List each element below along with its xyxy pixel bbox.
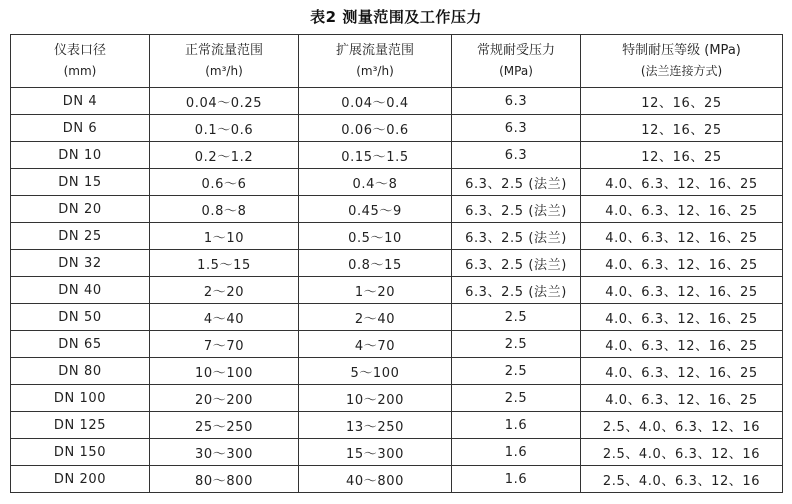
header-extended-flow (299, 35, 452, 88)
header-pressure (452, 35, 581, 88)
cell-special-pressure: 4.0、6.3、12、16、25 (581, 196, 783, 223)
cell-special-pressure: 2.5、4.0、6.3、12、16 (581, 439, 783, 466)
table-row (11, 385, 783, 412)
cell-bore: DN 65 (11, 331, 150, 358)
cell-extended-flow: 10～200 (299, 385, 452, 412)
cell-bore: DN 200 (11, 466, 150, 493)
cell-bore: DN 32 (11, 250, 150, 277)
header-normal-flow (150, 35, 299, 88)
table-title: 表2 测量范围及工作压力 (310, 8, 482, 26)
cell-special-pressure: 12、16、25 (581, 142, 783, 169)
table-row (11, 358, 783, 385)
cell-normal-flow: 4～40 (150, 304, 299, 331)
cell-special-pressure: 4.0、6.3、12、16、25 (581, 250, 783, 277)
table-row (11, 250, 783, 277)
cell-extended-flow: 40～800 (299, 466, 452, 493)
cell-special-pressure: 4.0、6.3、12、16、25 (581, 358, 783, 385)
cell-special-pressure: 4.0、6.3、12、16、25 (581, 385, 783, 412)
header-bore-unit: (mm) (63, 64, 97, 78)
header-extended-flow-label: 扩展流量范围 (335, 43, 414, 58)
header-bore (11, 35, 150, 88)
cell-special-pressure: 4.0、6.3、12、16、25 (581, 304, 783, 331)
cell-bore: DN 125 (11, 412, 150, 439)
table-row (11, 439, 783, 466)
header-extended-flow-unit: (m³/h) (356, 64, 394, 78)
table-row (11, 331, 783, 358)
cell-normal-flow: 2～20 (150, 277, 299, 304)
cell-pressure: 6.3、2.5 (法兰) (452, 277, 581, 304)
cell-pressure: 6.3 (452, 115, 581, 142)
cell-normal-flow: 20～200 (150, 385, 299, 412)
cell-pressure: 6.3、2.5 (法兰) (452, 196, 581, 223)
cell-extended-flow: 0.45～9 (299, 196, 452, 223)
cell-pressure: 2.5 (452, 304, 581, 331)
cell-special-pressure: 12、16、25 (581, 115, 783, 142)
cell-pressure: 6.3、2.5 (法兰) (452, 250, 581, 277)
header-normal-flow-label: 正常流量范围 (184, 43, 263, 58)
header-row (11, 35, 783, 88)
cell-extended-flow: 13～250 (299, 412, 452, 439)
cell-special-pressure: 2.5、4.0、6.3、12、16 (581, 466, 783, 493)
spec-table (10, 34, 783, 493)
cell-extended-flow: 4～70 (299, 331, 452, 358)
table-row (11, 196, 783, 223)
header-special-pressure-unit: (法兰连接方式) (640, 64, 723, 78)
cell-bore: DN 80 (11, 358, 150, 385)
cell-normal-flow: 0.2～1.2 (150, 142, 299, 169)
cell-special-pressure: 4.0、6.3、12、16、25 (581, 223, 783, 250)
cell-extended-flow: 0.5～10 (299, 223, 452, 250)
cell-bore: DN 40 (11, 277, 150, 304)
table-row (11, 412, 783, 439)
cell-normal-flow: 80～800 (150, 466, 299, 493)
cell-bore: DN 150 (11, 439, 150, 466)
header-pressure-unit: (MPa) (499, 64, 533, 78)
header-special-pressure (581, 35, 783, 88)
header-special-pressure-label: 特制耐压等级 (MPa) (622, 43, 741, 58)
cell-pressure: 1.6 (452, 466, 581, 493)
cell-pressure: 1.6 (452, 439, 581, 466)
cell-bore: DN 6 (11, 115, 150, 142)
table-row (11, 466, 783, 493)
table-row (11, 304, 783, 331)
cell-pressure: 2.5 (452, 358, 581, 385)
cell-bore: DN 10 (11, 142, 150, 169)
header-normal-flow-unit: (m³/h) (205, 64, 243, 78)
cell-special-pressure: 4.0、6.3、12、16、25 (581, 277, 783, 304)
cell-normal-flow: 7～70 (150, 331, 299, 358)
cell-extended-flow: 2～40 (299, 304, 452, 331)
cell-pressure: 2.5 (452, 385, 581, 412)
cell-pressure: 6.3 (452, 142, 581, 169)
table-row (11, 277, 783, 304)
cell-special-pressure: 2.5、4.0、6.3、12、16 (581, 412, 783, 439)
cell-special-pressure: 12、16、25 (581, 88, 783, 115)
cell-extended-flow: 0.15～1.5 (299, 142, 452, 169)
cell-extended-flow: 5～100 (299, 358, 452, 385)
cell-pressure: 2.5 (452, 331, 581, 358)
cell-bore: DN 50 (11, 304, 150, 331)
cell-bore: DN 20 (11, 196, 150, 223)
cell-pressure: 6.3、2.5 (法兰) (452, 223, 581, 250)
table-body (11, 88, 783, 493)
table-row (11, 142, 783, 169)
cell-normal-flow: 0.04～0.25 (150, 88, 299, 115)
cell-bore: DN 15 (11, 169, 150, 196)
cell-bore: DN 25 (11, 223, 150, 250)
cell-normal-flow: 10～100 (150, 358, 299, 385)
header-bore-label: 仪表口径 (53, 43, 106, 58)
cell-extended-flow: 0.8～15 (299, 250, 452, 277)
cell-pressure: 6.3 (452, 88, 581, 115)
cell-extended-flow: 0.04～0.4 (299, 88, 452, 115)
cell-normal-flow: 1.5～15 (150, 250, 299, 277)
cell-extended-flow: 15～300 (299, 439, 452, 466)
cell-pressure: 6.3、2.5 (法兰) (452, 169, 581, 196)
cell-normal-flow: 25～250 (150, 412, 299, 439)
cell-bore: DN 100 (11, 385, 150, 412)
cell-special-pressure: 4.0、6.3、12、16、25 (581, 169, 783, 196)
cell-extended-flow: 0.06～0.6 (299, 115, 452, 142)
table-header (11, 35, 783, 88)
table-row (11, 223, 783, 250)
table-row (11, 169, 783, 196)
cell-normal-flow: 0.8～8 (150, 196, 299, 223)
cell-normal-flow: 1～10 (150, 223, 299, 250)
cell-bore: DN 4 (11, 88, 150, 115)
header-pressure-label: 常规耐受压力 (476, 43, 555, 58)
table-row (11, 115, 783, 142)
table-row (11, 88, 783, 115)
cell-special-pressure: 4.0、6.3、12、16、25 (581, 331, 783, 358)
cell-normal-flow: 0.6～6 (150, 169, 299, 196)
cell-normal-flow: 30～300 (150, 439, 299, 466)
cell-extended-flow: 1～20 (299, 277, 452, 304)
cell-normal-flow: 0.1～0.6 (150, 115, 299, 142)
cell-extended-flow: 0.4～8 (299, 169, 452, 196)
cell-pressure: 1.6 (452, 412, 581, 439)
